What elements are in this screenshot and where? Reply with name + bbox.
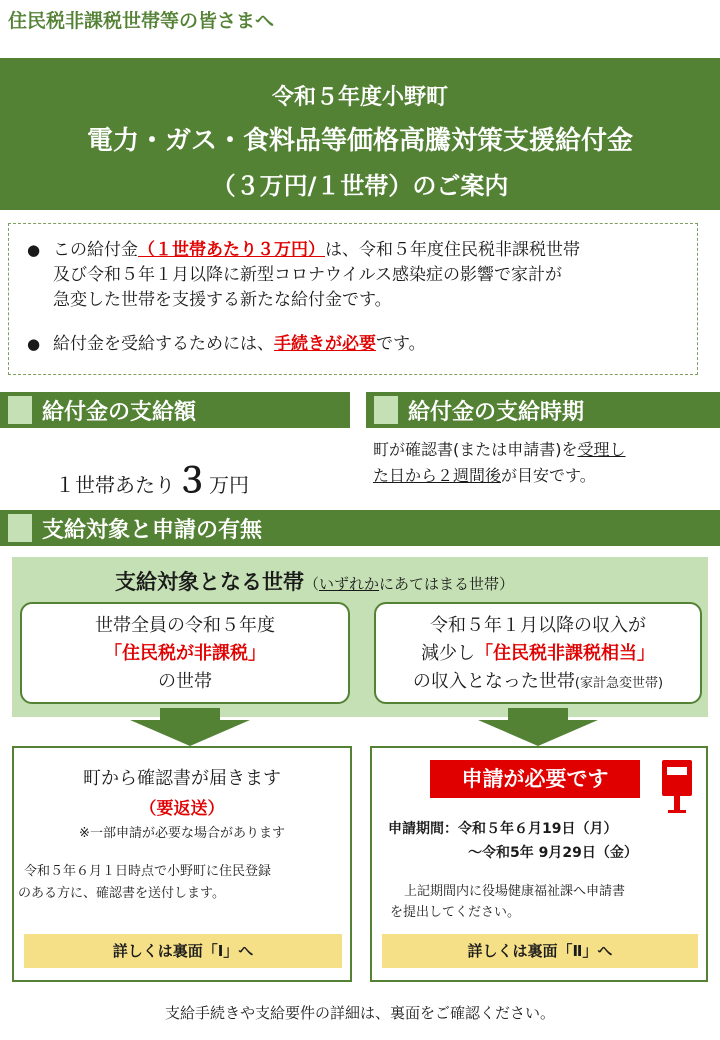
box-emphasis: 「住民税非課税相当」 <box>475 643 655 664</box>
eligible-subtitle: にあてはまる世帯） <box>379 575 515 593</box>
intro-text: 及び令和５年１月以降に新型コロナウイルス感染症の影響で家計が <box>53 265 562 285</box>
box-line: の世帯 <box>158 671 212 692</box>
section-heading-amount <box>0 392 350 428</box>
box-line: の収入となった世帯 <box>412 671 575 692</box>
title-line-1: 令和５年度小野町 <box>271 85 448 110</box>
application-note: を提出してください。 <box>390 905 521 920</box>
bullet-icon: ● <box>27 241 41 259</box>
section-square-icon <box>8 396 32 424</box>
box-small-note: (家計急変世帯) <box>574 676 664 691</box>
section-square-icon <box>374 396 398 424</box>
intro-amount-emphasis: （１世帯あたり３万円） <box>138 240 325 260</box>
section-heading-eligibility <box>0 510 720 546</box>
application-period-start: 申請期間：令和５年６月19日（月） <box>388 821 618 837</box>
mailbox-icon <box>660 758 694 814</box>
timing-text-underlined: た日から２週間後 <box>373 466 502 485</box>
intro-text: 急変した世帯を支援する新たな給付金です。 <box>53 290 392 310</box>
title-line-3: （３万円/１世帯）のご案内 <box>211 172 509 200</box>
eligible-subtitle-underlined: いずれか <box>319 575 380 593</box>
result-box-confirmation <box>12 746 352 982</box>
details-link-section-2[interactable]: 詳しくは裏面「Ⅱ」へ <box>382 934 698 968</box>
arrow-down-icon <box>478 720 598 746</box>
bullet-icon: ● <box>27 335 41 353</box>
section-square-icon <box>8 514 32 542</box>
header-label: 住民税非課税世帯等の皆さまへ <box>8 10 275 32</box>
amount-prefix: １世帯あたり <box>55 473 175 497</box>
eligible-title-text: 支給対象となる世帯 <box>115 570 304 594</box>
title-line-2: 電力・ガス・食料品等価格高騰対策支援給付金 <box>86 126 633 156</box>
result-box-application <box>370 746 708 982</box>
timing-text-underlined: 受理し <box>577 440 626 459</box>
box-line: 世帯全員の令和５年度 <box>95 615 275 636</box>
eligible-box-sudden-change <box>374 602 702 704</box>
timing-text <box>373 437 713 489</box>
intro-text: この給付金 <box>53 240 138 260</box>
footer-note: 支給手続きや支給要件の詳細は、裏面をご確認ください。 <box>164 1004 555 1022</box>
box-line: 減少し <box>421 643 475 664</box>
timing-text-part: 町が確認書(または申請書)を <box>373 440 578 459</box>
result-title: 町から確認書が届きます <box>83 768 281 789</box>
details-link-section-1[interactable]: 詳しくは裏面「Ⅰ」へ <box>24 934 342 968</box>
intro-text: 給付金を受給するためには、 <box>53 334 274 354</box>
title-banner <box>0 58 720 210</box>
arrow-down-icon <box>130 720 250 746</box>
eligible-subtitle: （ <box>304 575 320 593</box>
intro-box <box>8 223 698 375</box>
application-required-badge: 申請が必要です <box>430 760 640 798</box>
eligible-box-nontaxed <box>20 602 350 704</box>
intro-text: は、令和５年度住民税非課税世帯 <box>325 240 580 260</box>
section-heading-timing <box>366 392 720 428</box>
amount-unit: 万円 <box>209 473 249 497</box>
application-period-end: ～令和5年 9月29日（金） <box>468 845 638 861</box>
procedure-required-emphasis: 手続きが必要 <box>274 334 376 354</box>
application-note: 上記期間内に役場健康福祉課へ申請書 <box>404 884 626 899</box>
return-required-label: （要返送） <box>139 799 225 819</box>
timing-text-part: が目安です。 <box>501 466 596 485</box>
section-heading-text: 給付金の支給額 <box>42 400 197 425</box>
result-description: のある方に、確認書を送付します。 <box>18 886 225 901</box>
section-heading-text: 支給対象と申請の有無 <box>42 518 263 543</box>
amount-value: ３ <box>175 461 209 501</box>
box-emphasis: 「住民税が非課税」 <box>104 643 266 664</box>
box-line: 令和５年１月以降の収入が <box>430 615 646 636</box>
intro-text: です。 <box>376 334 426 354</box>
result-description: 令和５年６月１日時点で小野町に住民登録 <box>24 864 272 879</box>
amount-line <box>55 453 249 502</box>
result-note: ※一部申請が必要な場合があります <box>79 826 285 841</box>
section-heading-text: 給付金の支給時期 <box>408 400 585 425</box>
eligible-title <box>115 566 514 596</box>
